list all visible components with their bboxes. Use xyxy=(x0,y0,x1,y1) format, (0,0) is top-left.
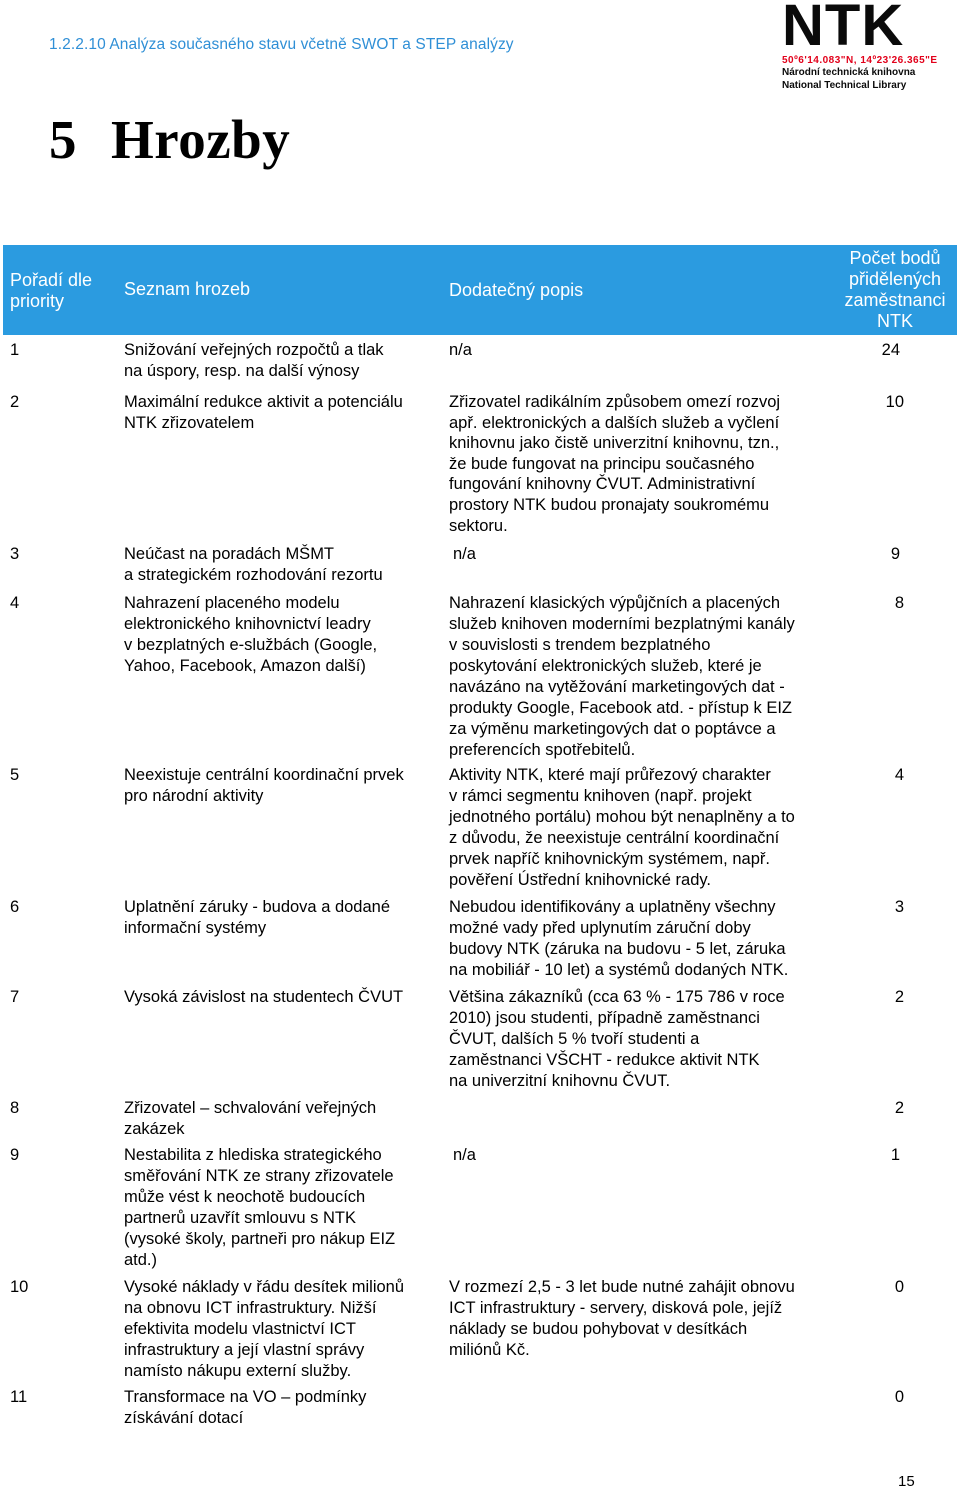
row-description: n/a xyxy=(449,341,472,359)
row-priority: 11 xyxy=(10,1388,28,1406)
page-number: 15 xyxy=(898,1473,915,1490)
header-priority: Pořadí dle priority xyxy=(10,270,93,311)
row-points: 0 xyxy=(894,1388,904,1406)
row-points: 8 xyxy=(894,594,904,612)
breadcrumb: 1.2.2.10 Analýza současného stavu včetně SWOT a STEP analýzy xyxy=(49,36,514,53)
ntk-logo xyxy=(782,0,952,92)
row-priority: 10 xyxy=(10,1278,29,1296)
row-points: 4 xyxy=(894,766,904,784)
row-threat: Transformace na VO – podmínky získávání dotací xyxy=(124,1388,367,1427)
row-priority: 2 xyxy=(10,393,20,411)
section-number: 5 xyxy=(49,109,77,170)
row-threat: Vysoké náklady v řádu desítek milionů na obnovu ICT infrastruktury. Nižší efektivita modelu vlastnictví ICT infrastruktury a její vlastní správy namísto nákupu externí služby. xyxy=(124,1278,405,1380)
row-threat: Nahrazení placeného modelu elektronického knihovnictví leadry v bezplatných e-službách (Google, Yahoo, Facebook, Amazon další) xyxy=(124,594,378,675)
row-points: 2 xyxy=(894,988,904,1006)
row-points: 0 xyxy=(894,1278,904,1296)
row-points: 3 xyxy=(894,898,904,916)
row-priority: 9 xyxy=(10,1146,20,1164)
row-points: 10 xyxy=(885,393,904,411)
header-threats: Seznam hrozeb xyxy=(124,279,251,299)
logo-line-en: National Technical Library xyxy=(782,80,907,91)
row-points: 2 xyxy=(894,1099,904,1117)
row-priority: 4 xyxy=(10,594,20,612)
logo-coordinates: 50º6'14.083"N, 14º23'26.365"E xyxy=(782,55,938,66)
row-threat: Vysoká závislost na studentech ČVUT xyxy=(124,988,404,1006)
row-points: 24 xyxy=(881,341,900,359)
row-threat: Zřizovatel – schvalování veřejných zakázek xyxy=(124,1099,377,1138)
row-description: Nahrazení klasických výpůjčních a placených služeb knihoven moderními bezplatnými kanály v souvislosti s trendem bezplatného poskytování elektronických služeb, které je navázáno na vytěžování marketingových dat - produkty Google, Facebook atd. - přístup k EIZ za výměnu marketingových dat o poptávce a preferencích spotřebitelů. xyxy=(449,594,795,759)
row-threat: Maximální redukce aktivit a potenciálu NTK zřizovatelem xyxy=(124,393,403,432)
row-priority: 7 xyxy=(10,988,20,1006)
header-description: Dodatečný popis xyxy=(449,280,584,300)
row-threat: Neexistuje centrální koordinační prvek pro národní aktivity xyxy=(124,766,404,805)
row-priority: 6 xyxy=(10,898,20,916)
row-points: 9 xyxy=(890,545,900,563)
row-description: n/a xyxy=(453,545,476,563)
header-points: Počet bodů přidělených zaměstnanci NTK xyxy=(844,248,946,331)
row-points: 1 xyxy=(890,1146,900,1164)
page-title xyxy=(49,108,290,171)
logo-line-cz: Národní technická knihovna xyxy=(782,67,916,78)
row-threat: Nestabilita z hlediska strategického směřování NTK ze strany zřizovatele může vést k neochotě budoucích partnerů uzavřít smlouvu s NTK (vysoké školy, partneři pro nákup EIZ atd.) xyxy=(124,1146,396,1269)
row-threat: Snižování veřejných rozpočtů a tlak na úspory, resp. na další výnosy xyxy=(124,341,384,380)
table-header xyxy=(3,245,957,335)
row-description: Aktivity NTK, které mají průřezový charakter v rámci segmentu knihoven (např. projekt jednotného portálu) mohou být nenaplněny a to z důvodu, že neexistuje centrální koordinační prvek napříč knihovnickým systémem, např. pověření Ústřední knihovnické rady. xyxy=(449,766,795,889)
row-priority: 5 xyxy=(10,766,20,784)
row-description: Většina zákazníků (cca 63 % - 175 786 v roce 2010) jsou studenti, případně zaměstnanci ČVUT, dalších 5 % tvoří studenti a zaměstnanci VŠCHT - redukce aktivit NTK na univerzitní knihovnu ČVUT. xyxy=(449,988,785,1090)
row-description: n/a xyxy=(453,1146,476,1164)
row-threat: Uplatnění záruky - budova a dodané informační systémy xyxy=(124,898,391,937)
section-title: Hrozby xyxy=(111,109,291,170)
row-description: Zřizovatel radikálním způsobem omezí rozvoj apř. elektronických a dalších služeb a vyčlení knihovnu jako čistě univerzitní knihovnu, tzn., že bude fungovat na principu současného fungování knihovny ČVUT. Administrativní prostory NTK budou pronajaty soukromému sektoru. xyxy=(449,393,781,535)
row-priority: 1 xyxy=(10,341,20,359)
row-priority: 3 xyxy=(10,545,20,563)
row-description: Nebudou identifikovány a uplatněny všechny možné vady před uplynutím záruční doby budovy NTK (záruka na budovu - 5 let, záruka na mobiliář - 10 let) a systémů dodaných NTK. xyxy=(449,898,789,979)
row-priority: 8 xyxy=(10,1099,20,1117)
row-description: V rozmezí 2,5 - 3 let bude nutné zahájit obnovu ICT infrastruktury - servery, disková pole, jejíž náklady se budou pohybovat v desítkách miliónů Kč. xyxy=(449,1278,795,1359)
logo-word: NTK xyxy=(782,0,905,58)
row-threat: Neúčast na poradách MŠMT a strategickém rozhodování rezortu xyxy=(124,545,383,584)
